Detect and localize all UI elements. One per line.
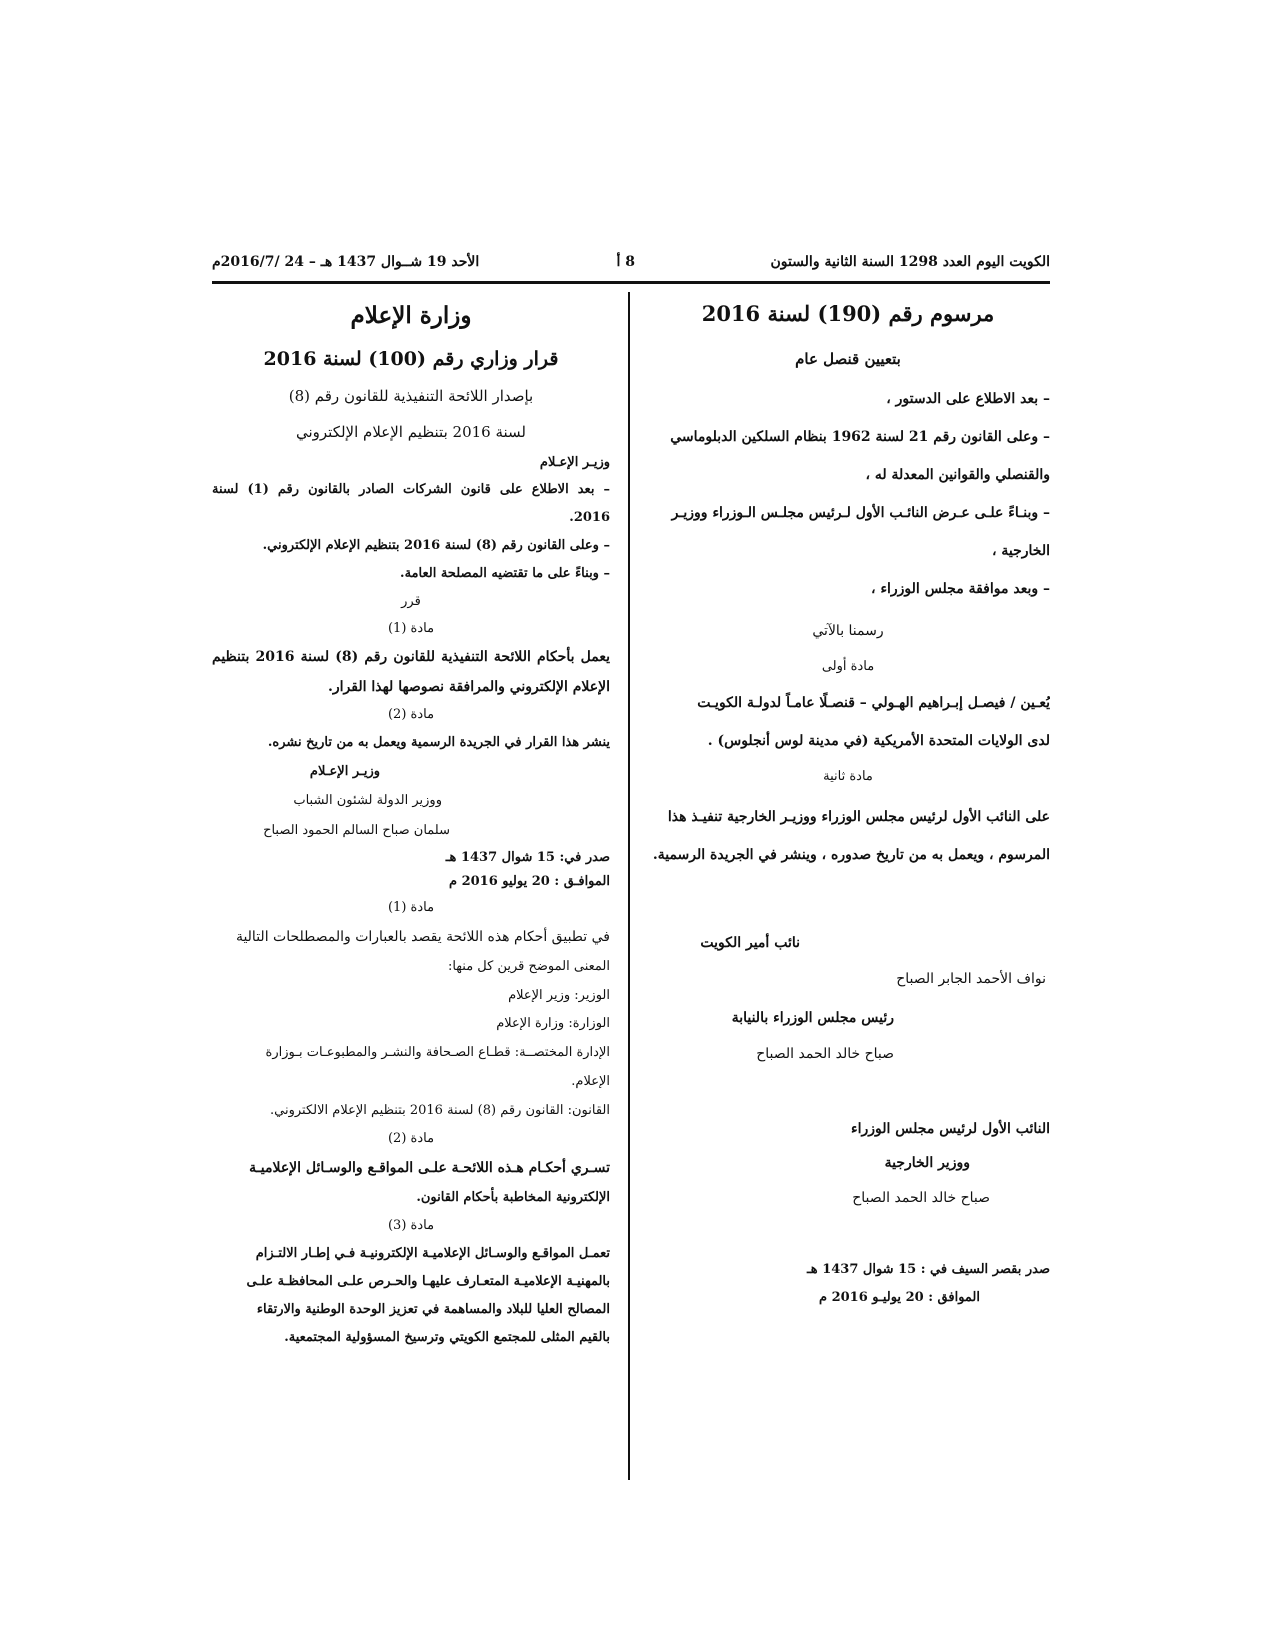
preamble-line: – وبعد موافقة مجلس الوزراء ، (871, 581, 1050, 597)
article-text: الإلكترونية المخاطبة بأحكام القانون. (416, 1190, 610, 1205)
issue-date-line: صدر بقصر السيف في : 15 شوال 1437 هـ (806, 1262, 1050, 1277)
issue-date: الأحد 19 شــوال 1437 هـ – 24 /2016/7م (212, 254, 480, 270)
article-title: مادة (1) (387, 621, 435, 636)
decision-subtitle: بإصدار اللائحة التنفيذية للقانون رقم (8) (288, 387, 534, 405)
article-text: يعمل بأحكام اللائحة التنفيذية للقانون رقم (8) لسنة 2016 بتنظيم الإعلام الإلكتروني والمرافقة نصوصها لهذا القرار. (212, 649, 610, 695)
corresponding-date-line: الموافق : 20 يوليـو 2016 م (819, 1290, 980, 1305)
decree-title: مرسوم رقم (190) لسنة 2016 (701, 301, 995, 326)
decided-label: قرر (401, 594, 421, 609)
article-text: المعنى الموضح قرين كل منها: (447, 959, 610, 974)
preamble-line: الخارجية ، (992, 543, 1050, 559)
issue-date-line: صدر في: 15 شوال 1437 هـ (445, 850, 610, 865)
signatory-name: نواف الأحمد الجابر الصباح (896, 971, 1046, 987)
article-text: المرسوم ، ويعمل به من تاريخ صدوره ، وينشر في الجريدة الرسمية. (652, 847, 1050, 863)
page-number: 8 أ (616, 254, 635, 270)
preamble-line: – وعلى القانون رقم (8) لسنة 2016 بتنظيم الإعلام الإلكتروني. (262, 538, 610, 553)
header-rule (212, 281, 1050, 284)
article-title: مادة (2) (387, 1131, 435, 1146)
ministerial-decision-column (212, 296, 610, 1352)
article-title: مادة (2) (387, 707, 435, 722)
minister-label: وزيـر الإعـلام (539, 455, 610, 470)
signatory-title: رئيس مجلس الوزراء بالنيابة (731, 1010, 894, 1026)
decree-subtitle: بتعيين قنصل عام (795, 350, 901, 368)
article-title: مادة ثانية (823, 769, 873, 784)
definition: الوزير: وزير الإعلام (508, 988, 610, 1003)
preamble-line: – بعد الاطلاع على قانون الشركات الصادر بالقانون رقم (1) لسنة 2016. (212, 482, 610, 525)
preamble-line: – وعلى القانون رقم 21 لسنة 1962 بنظام السلكين الدبلوماسي (670, 429, 1050, 445)
signatory-title: ووزير الخارجية (884, 1155, 970, 1171)
column-divider (628, 292, 630, 1480)
signatory-name: صباح خالد الحمد الصباح (852, 1190, 990, 1206)
preamble-line: والقنصلي والقوانين المعدلة له ، (865, 467, 1050, 483)
article-text: ينشر هذا القرار في الجريدة الرسمية ويعمل به من تاريخ نشره. (267, 735, 610, 750)
definition: الوزارة: وزارة الإعلام (496, 1016, 610, 1031)
signatory-title: النائب الأول لرئيس مجلس الوزراء (851, 1121, 1050, 1137)
article-title: مادة (3) (387, 1218, 435, 1233)
decree-preamble (646, 380, 1050, 608)
signatory-name: سلمان صباح السالم الحمود الصباح (263, 823, 450, 838)
article-title: مادة أولى (821, 659, 875, 674)
article-text: على النائب الأول لرئيس مجلس الوزراء ووزيـر الخارجية تنفيـذ هذا (667, 809, 1050, 825)
page-header (212, 254, 1050, 280)
signatory-title: وزيـر الإعـلام (309, 764, 380, 779)
article-text: بالمهنيـة الإعلاميـة المتعـارف عليهـا والحـرص علـى المحافظـة علـى (246, 1274, 610, 1289)
article-text: لدى الولايات المتحدة الأمريكية (في مدينة لوس أنجلوس) . (707, 733, 1050, 749)
preamble-line: – وبناءً على ما تقتضيه المصلحة العامة. (400, 566, 610, 581)
article-title: مادة (1) (387, 900, 435, 915)
decision-title: قرار وزاري رقم (100) لسنة 2016 (263, 348, 559, 370)
decision-subtitle: لسنة 2016 بتنظيم الإعلام الإلكتروني (295, 423, 527, 441)
ministry-name: وزارة الإعلام (350, 302, 472, 329)
decree-column (646, 296, 1050, 1312)
definition: الإعلام. (571, 1074, 610, 1089)
article-text: بالقيم المثلى للمجتمع الكويتي وترسيخ المسؤولية المجتمعية. (284, 1330, 610, 1345)
definition: الإدارة المختصــة: قطـاع الصـحافة والنشـر والمطبوعـات بـوزارة (265, 1045, 610, 1060)
preamble-line: – بعد الاطلاع على الدستور ، (886, 391, 1050, 407)
corresponding-date-line: الموافـق : 20 يوليو 2016 م (449, 874, 610, 889)
article-text: تعمـل المواقـع والوسـائل الإعلاميـة الإلكترونيـة فـي إطـار الالتـزام (255, 1246, 610, 1261)
article-text: تسـري أحكـام هـذه اللائحـة علـى المواقـع والوسـائل الإعلاميـة (249, 1160, 610, 1176)
signatory-title: ووزير الدولة لشئون الشباب (293, 793, 442, 808)
preamble-line: – وبنـاءً علـى عـرض النائـب الأول لـرئيس مجلـس الـوزراء ووزيـر (671, 505, 1050, 521)
signatory-name: صباح خالد الحمد الصباح (756, 1046, 894, 1062)
signatory-title: نائب أمير الكويت (700, 935, 800, 951)
article-text: يُعـين / فيصـل إبـراهيم الهـولي – قنصـلًا عامـاً لدولـة الكويـت (697, 695, 1050, 711)
definition: القانون: القانون رقم (8) لسنة 2016 بتنظيم الإعلام الالكتروني. (270, 1103, 610, 1118)
article-text: المصالح العليا للبلاد والمساهمة في تعزيز الوحدة الوطنية والارتقاء (256, 1302, 610, 1317)
decree-formula: رسمنا بالآتي (812, 623, 884, 639)
article-text: في تطبيق أحكام هذه اللائحة يقصد بالعبارات والمصطلحات التالية (235, 929, 610, 945)
gazette-issue: الكويت اليوم العدد 1298 السنة الثانية والستون (770, 254, 1050, 270)
